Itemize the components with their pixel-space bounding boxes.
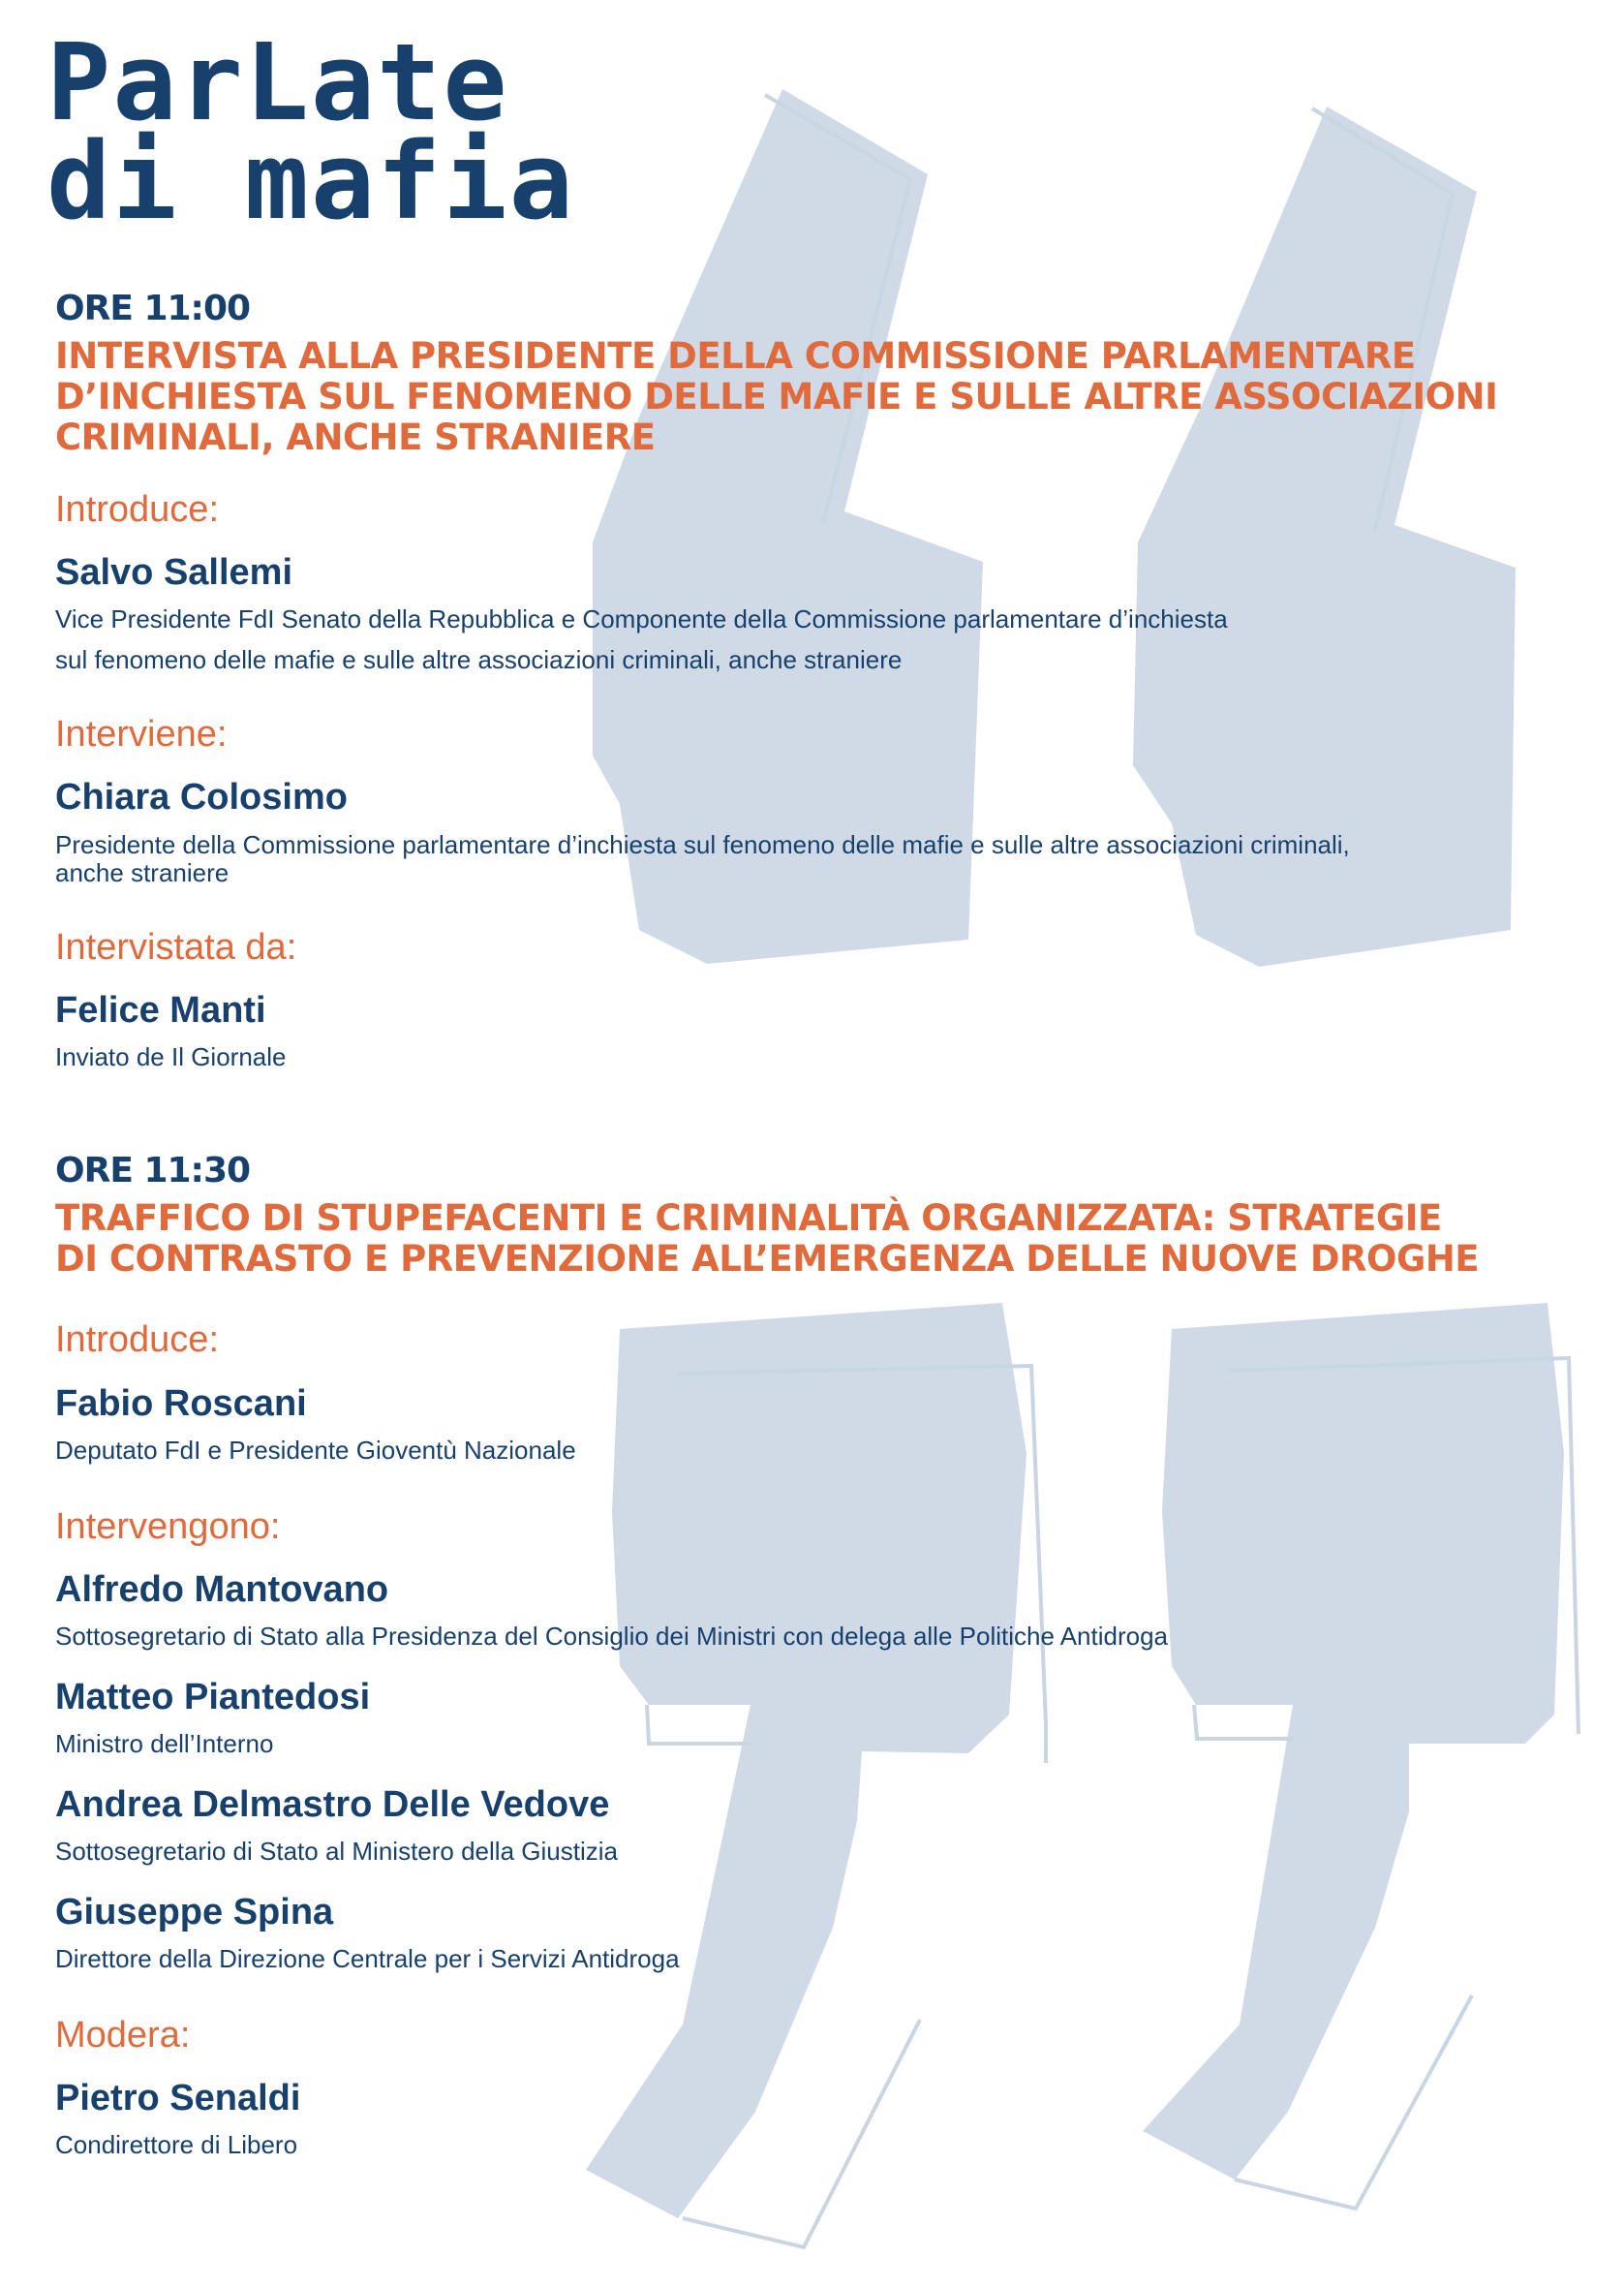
moderator-desc: Condirettore di Libero — [55, 2130, 298, 2159]
interviewer-desc: Inviato de Il Giornale — [55, 1042, 287, 1071]
session-1-interviene-label: Interviene: — [55, 714, 228, 755]
speaker-2-desc: Ministro dell’Interno — [55, 1729, 274, 1758]
session-2-time: ORE 11:30 — [55, 1151, 251, 1190]
logo-line-1: ParLate — [46, 20, 509, 144]
session-2 — [55, 1151, 1566, 1280]
session-2-intervengono-label: Intervengono: — [55, 1506, 281, 1547]
speaker-desc-line: anche straniere — [55, 858, 230, 887]
logo-line-2: di mafia — [46, 119, 575, 243]
session-2-title-line: TRAFFICO DI STUPEFACENTI E CRIMINALITÀ ORGANIZZATA: STRATEGIE — [55, 1197, 1442, 1239]
introducer-2-name: Fabio Roscani — [55, 1383, 307, 1424]
speaker-desc — [55, 831, 1566, 887]
introducer-desc-line: sul fenomeno delle mafie e sulle altre associazioni criminali, anche straniere — [55, 645, 903, 674]
session-2-title-line: DI CONTRASTO E PREVENZIONE ALL’EMERGENZA DELLE NUOVE DROGHE — [55, 1238, 1480, 1280]
introducer-name: Salvo Sallemi — [55, 552, 293, 593]
speaker-name: Chiara Colosimo — [55, 777, 348, 818]
session-2-introduce-label: Introduce: — [55, 1319, 219, 1360]
introducer-desc — [55, 599, 1547, 680]
session-1-title — [55, 336, 1566, 458]
speaker-2-desc: Direttore della Direzione Centrale per i Servizi Antidroga — [55, 1944, 680, 1973]
parlate-di-mafia-logo — [46, 20, 575, 243]
session-1-time: ORE 11:00 — [55, 289, 251, 328]
session-1 — [55, 289, 1566, 458]
session-2-modera-label: Modera: — [55, 2015, 191, 2056]
interviewer-name: Felice Manti — [55, 990, 266, 1031]
speaker-2-desc: Sottosegretario di Stato alla Presidenza del Consiglio dei Ministri con delega alle Politiche Antidroga — [55, 1622, 1169, 1651]
session-1-title-line: INTERVISTA ALLA PRESIDENTE DELLA COMMISSIONE PARLAMENTARE — [55, 335, 1416, 377]
introducer-2-desc: Deputato FdI e Presidente Gioventù Nazionale — [55, 1436, 576, 1465]
speaker-2-name: Alfredo Mantovano — [55, 1569, 389, 1610]
speaker-2-desc: Sottosegretario di Stato al Ministero della Giustizia — [55, 1837, 618, 1866]
session-2-title — [55, 1198, 1566, 1280]
moderator-name: Pietro Senaldi — [55, 2078, 301, 2118]
session-1-title-line: D’INCHIESTA SUL FENOMENO DELLE MAFIE E SULLE ALTRE ASSOCIAZIONI — [55, 376, 1498, 417]
speaker-desc-line: Presidente della Commissione parlamentare d’inchiesta sul fenomeno delle mafie e sulle altre associazioni criminali, — [55, 830, 1350, 859]
session-1-introduce-label: Introduce: — [55, 489, 219, 530]
introducer-desc-line: Vice Presidente FdI Senato della Repubblica e Componente della Commissione parlamentare d’inchiesta — [55, 604, 1228, 634]
speaker-2-name: Matteo Piantedosi — [55, 1677, 371, 1717]
speaker-2-name: Giuseppe Spina — [55, 1892, 334, 1932]
session-1-intervistata-label: Intervistata da: — [55, 927, 297, 968]
session-1-title-line: CRIMINALI, ANCHE STRANIERE — [55, 417, 656, 458]
speaker-2-name: Andrea Delmastro Delle Vedove — [55, 1784, 610, 1825]
